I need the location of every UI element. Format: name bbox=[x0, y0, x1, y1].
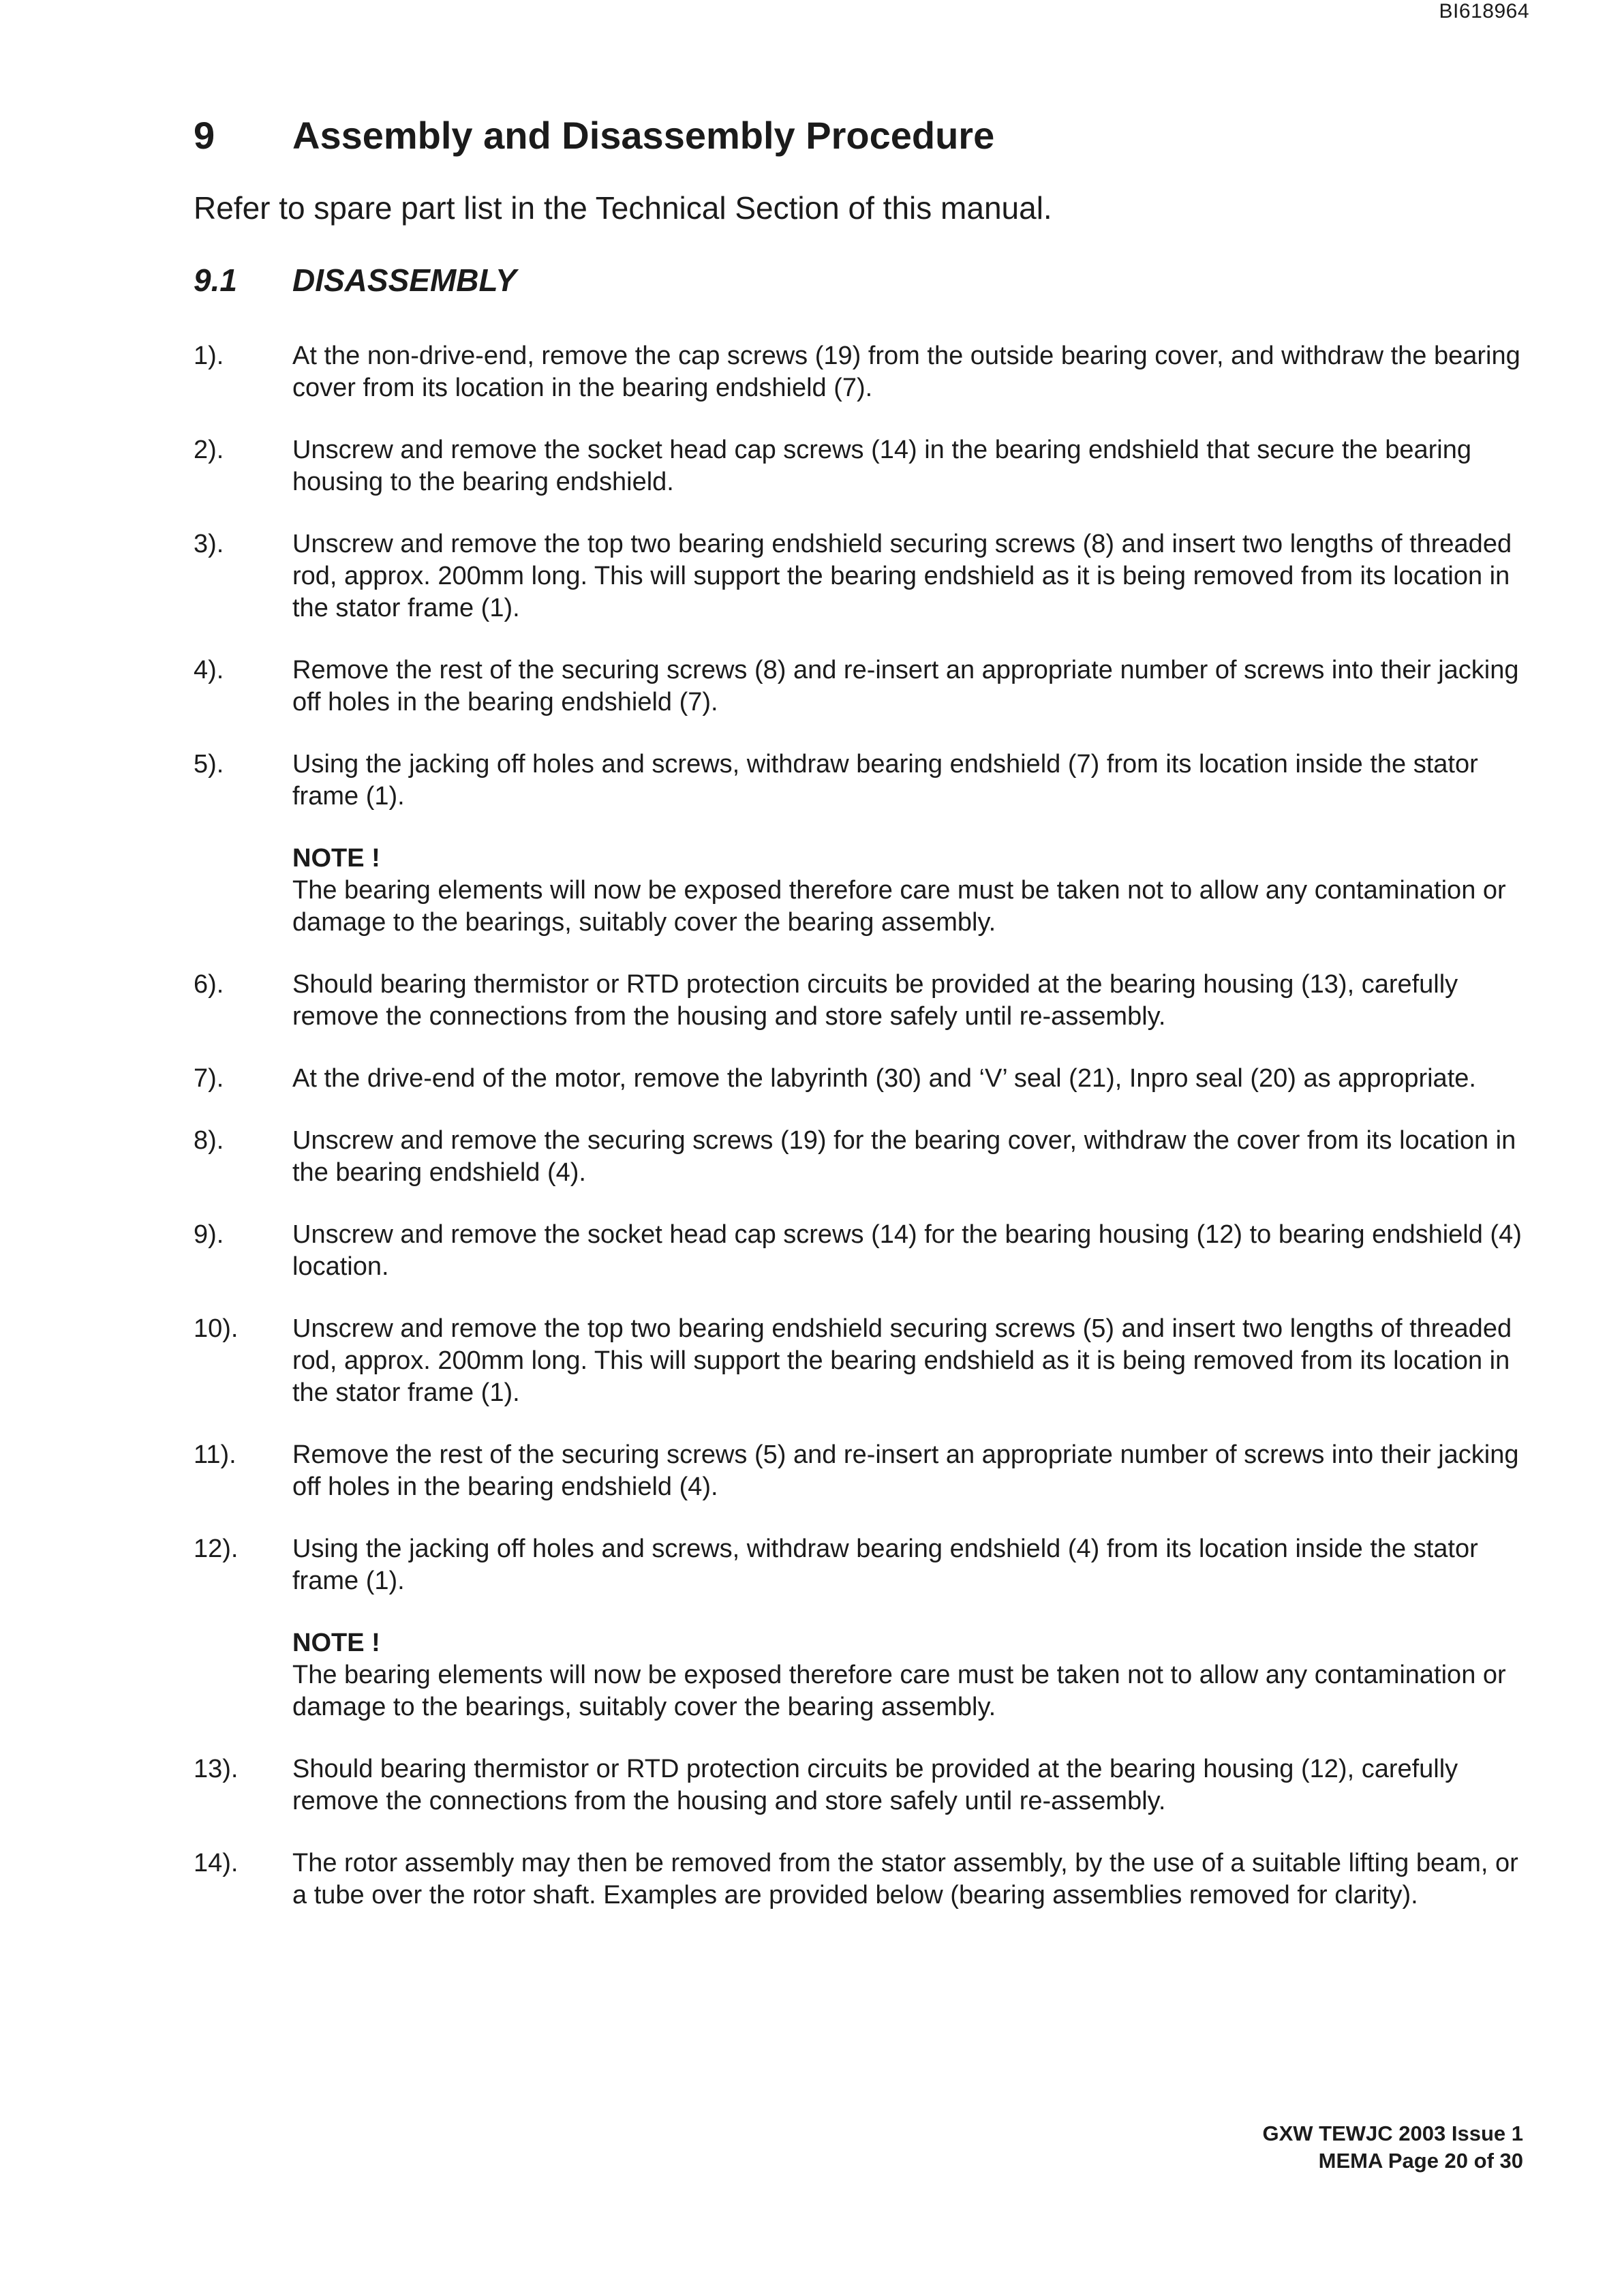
step-item bbox=[194, 1753, 1529, 1817]
section-number: 9 bbox=[194, 114, 215, 157]
step-number: 3). bbox=[194, 530, 224, 558]
step-text: Should bearing thermistor or RTD protection circuits be provided at the bearing housing (13), carefully remove the connections from the housing and store safely until re-assembly. bbox=[292, 970, 1458, 1031]
step-number: 8). bbox=[194, 1126, 224, 1155]
step-item bbox=[194, 1439, 1529, 1503]
step-item bbox=[194, 1847, 1529, 1912]
page-footer bbox=[1263, 2120, 1523, 2175]
note-label: NOTE ! bbox=[292, 844, 380, 873]
step-number: 2). bbox=[194, 436, 224, 464]
note-block bbox=[292, 1627, 1529, 1723]
step-item bbox=[194, 1219, 1529, 1283]
step-number: 6). bbox=[194, 970, 224, 999]
step-number: 1). bbox=[194, 342, 224, 370]
step-text: Using the jacking off holes and screws, withdraw bearing endshield (4) from its location inside the stator frame (1). bbox=[292, 1535, 1478, 1595]
step-text: Unscrew and remove the securing screws (19) for the bearing cover, withdraw the cover from its location in the bearing endshield (4). bbox=[292, 1126, 1516, 1187]
step-item bbox=[194, 1063, 1529, 1095]
step-number: 10). bbox=[194, 1314, 239, 1343]
step-item bbox=[194, 749, 1529, 813]
section-intro: Refer to spare part list in the Technical Section of this manual. bbox=[194, 190, 1052, 226]
step-text: Using the jacking off holes and screws, withdraw bearing endshield (7) from its location inside the stator frame (1). bbox=[292, 750, 1478, 811]
step-item bbox=[194, 1533, 1529, 1597]
step-text: Unscrew and remove the top two bearing endshield securing screws (8) and insert two lengths of threaded rod, approx. 200mm long. This will support the bearing endshield as it is being removed from its location in the stator frame (1). bbox=[292, 530, 1512, 622]
step-number: 5). bbox=[194, 750, 224, 779]
subsection-title: DISASSEMBLY bbox=[292, 262, 517, 298]
section-heading bbox=[194, 113, 994, 157]
step-text: Remove the rest of the securing screws (5) and re-insert an appropriate number of screws into their jacking off holes in the bearing endshield (4). bbox=[292, 1440, 1519, 1501]
footer-issue: GXW TEWJC 2003 Issue 1 bbox=[1262, 2121, 1523, 2145]
subsection-number: 9.1 bbox=[194, 262, 237, 298]
step-item bbox=[194, 654, 1529, 719]
step-item bbox=[194, 969, 1529, 1033]
step-text: At the drive-end of the motor, remove the labyrinth (30) and ‘V’ seal (21), Inpro seal (20) as appropriate. bbox=[292, 1064, 1476, 1093]
step-item bbox=[194, 528, 1529, 624]
step-number: 9). bbox=[194, 1220, 224, 1249]
note-text: The bearing elements will now be exposed therefore care must be taken not to allow any contamination or damage to the bearings, suitably cover the bearing assembly. bbox=[292, 876, 1506, 937]
step-number: 4). bbox=[194, 656, 224, 684]
note-text: The bearing elements will now be exposed therefore care must be taken not to allow any contamination or damage to the bearings, suitably cover the bearing assembly. bbox=[292, 1661, 1506, 1721]
step-text: Remove the rest of the securing screws (8) and re-insert an appropriate number of screws into their jacking off holes in the bearing endshield (7). bbox=[292, 656, 1519, 716]
step-text: Unscrew and remove the socket head cap screws (14) for the bearing housing (12) to bearing endshield (4) location. bbox=[292, 1220, 1522, 1281]
step-text: Unscrew and remove the socket head cap screws (14) in the bearing endshield that secure the bearing housing to the bearing endshield. bbox=[292, 436, 1471, 496]
step-number: 14). bbox=[194, 1849, 239, 1877]
step-number: 13). bbox=[194, 1755, 239, 1783]
step-item bbox=[194, 1125, 1529, 1189]
step-text: The rotor assembly may then be removed from the stator assembly, by the use of a suitable lifting beam, or a tube over the rotor shaft. Examples are provided below (bearing assemblies removed for clarity). bbox=[292, 1849, 1518, 1909]
step-text: At the non-drive-end, remove the cap screws (19) from the outside bearing cover, and withdraw the bearing cover from its location in the bearing endshield (7). bbox=[292, 342, 1520, 402]
step-item bbox=[194, 340, 1529, 404]
step-number: 7). bbox=[194, 1064, 224, 1093]
step-number: 11). bbox=[194, 1440, 236, 1469]
step-item bbox=[194, 1313, 1529, 1409]
subsection-heading bbox=[194, 262, 517, 299]
footer-page-number: MEMA Page 20 of 30 bbox=[1318, 2149, 1523, 2173]
disassembly-steps bbox=[194, 340, 1529, 1942]
note-block bbox=[292, 843, 1529, 939]
step-text: Should bearing thermistor or RTD protection circuits be provided at the bearing housing (12), carefully remove the connections from the housing and store safely until re-assembly. bbox=[292, 1755, 1458, 1815]
document-id: BI618964 bbox=[1439, 0, 1529, 22]
step-number: 12). bbox=[194, 1535, 239, 1563]
step-text: Unscrew and remove the top two bearing endshield securing screws (5) and insert two lengths of threaded rod, approx. 200mm long. This will support the bearing endshield as it is being removed from its location in the stator frame (1). bbox=[292, 1314, 1512, 1407]
note-label: NOTE ! bbox=[292, 1629, 380, 1657]
section-title: Assembly and Disassembly Procedure bbox=[292, 114, 995, 157]
step-item bbox=[194, 434, 1529, 498]
